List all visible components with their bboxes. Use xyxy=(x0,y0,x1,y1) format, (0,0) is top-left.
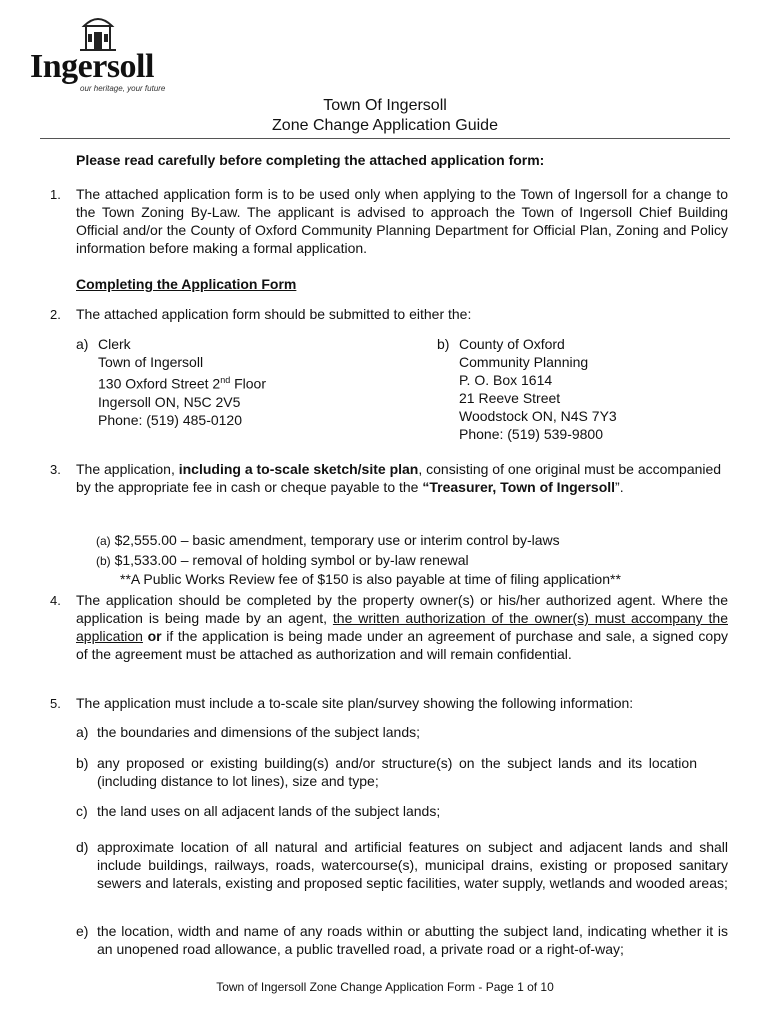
subitem-label-b: b) xyxy=(76,755,89,771)
item-3-text: The application, including a to-scale sketch/site plan, consisting of one original must be accompanied by the appropriate fee in cash or cheque payable to the “Treasurer, Town of Ingersoll”. xyxy=(76,461,722,495)
logo-tagline: our heritage, your future xyxy=(80,84,166,93)
address-line: 21 Reeve Street xyxy=(459,390,561,406)
address-a-label: a) xyxy=(76,336,89,352)
address-line: Phone: (519) 485-0120 xyxy=(98,411,242,428)
town-logo xyxy=(30,12,180,94)
subitem-label-c: c) xyxy=(76,803,88,819)
item-4-text: The application should be completed by the property owner(s) or his/her authorized agent. Where the application is being made by an agent, the written authorization of the owner(s) must accompany the application or if the application is being made under an agreement of purchase and sale, a signed copy of the agreement must be attached as authorization and will remain confidential. xyxy=(76,592,728,662)
subitem-label-d: d) xyxy=(76,839,89,855)
intro-instruction: Please read carefully before completing the attached application form: xyxy=(76,152,545,168)
address-line: Town of Ingersoll xyxy=(98,354,204,370)
address-line: 130 Oxford Street 2nd Floor xyxy=(98,375,266,392)
subitem-label-a: a) xyxy=(76,724,89,740)
subitem-text-a: the boundaries and dimensions of the subject lands; xyxy=(97,724,420,740)
address-line: P. O. Box 1614 xyxy=(459,372,553,388)
logo-wordmark: Ingersoll xyxy=(30,48,154,85)
item-number-5: 5. xyxy=(50,696,61,711)
address-line: Woodstock ON, N4S 7Y3 xyxy=(459,408,617,424)
page-footer: Town of Ingersoll Zone Change Application Form - Page 1 of 10 xyxy=(216,980,554,994)
doc-title-line2: Zone Change Application Guide xyxy=(272,117,498,134)
doc-title-line1: Town Of Ingersoll xyxy=(323,97,447,114)
address-line: Clerk xyxy=(98,336,131,352)
item-number-1: 1. xyxy=(50,187,61,202)
item-2-text: The attached application form should be submitted to either the: xyxy=(76,306,472,322)
public-works-fee-note: **A Public Works Review fee of $150 is also payable at time of filing application** xyxy=(120,571,621,587)
item-5-text: The application must include a to-scale site plan/survey showing the following information: xyxy=(76,695,634,711)
subitem-text-b: any proposed or existing building(s) and/or structure(s) on the subject lands and its location (including distance to lot lines), size and type; xyxy=(97,755,697,789)
item-number-3: 3. xyxy=(50,462,61,477)
subitem-text-e: the location, width and name of any roads within or abutting the subject land, indicating whether it is an unopened road allowance, a public travelled road, a private road or a right-of-way; xyxy=(97,923,728,957)
address-clerk xyxy=(98,335,266,429)
item-number-4: 4. xyxy=(50,593,61,608)
town-hall-icon xyxy=(68,12,128,52)
fee-basic-amendment: (a) $2,555.00 – basic amendment, temporary use or interim control by-laws xyxy=(96,532,560,548)
item-number-2: 2. xyxy=(50,307,61,322)
address-line: Ingersoll ON, N5C 2V5 xyxy=(98,393,241,410)
title-divider xyxy=(40,138,730,139)
subitem-label-e: e) xyxy=(76,923,89,939)
subitem-text-d: approximate location of all natural and artificial features on subject and adjacent lands and shall include buildings, railways, roads, watercourse(s), municipal drains, existing or proposed sanitary sewers and laterals, existing and proposed septic facilities, water supply, wetlands and wooded areas; xyxy=(97,839,728,891)
item-1-text: The attached application form is to be used only when applying to the Town of Ingersoll for a change to the Town Zoning By-Law. The applicant is advised to approach the Town of Ingersoll Chief Building Official and/or the County of Oxford Community Planning Department for Official Plan, Zoning and Policy information before making a formal application. xyxy=(76,186,728,256)
page-number: 1 xyxy=(517,980,524,994)
fee-holding-removal: (b) $1,533.00 – removal of holding symbol or by-law renewal xyxy=(96,552,469,568)
subitem-text-c: the land uses on all adjacent lands of the subject lands; xyxy=(97,803,441,819)
address-b-label: b) xyxy=(437,336,450,352)
section-heading: Completing the Application Form xyxy=(76,276,297,292)
address-line: Phone: (519) 539-9800 xyxy=(459,426,603,442)
address-line: Community Planning xyxy=(459,354,589,370)
address-county xyxy=(459,335,617,443)
address-line: County of Oxford xyxy=(459,336,565,352)
